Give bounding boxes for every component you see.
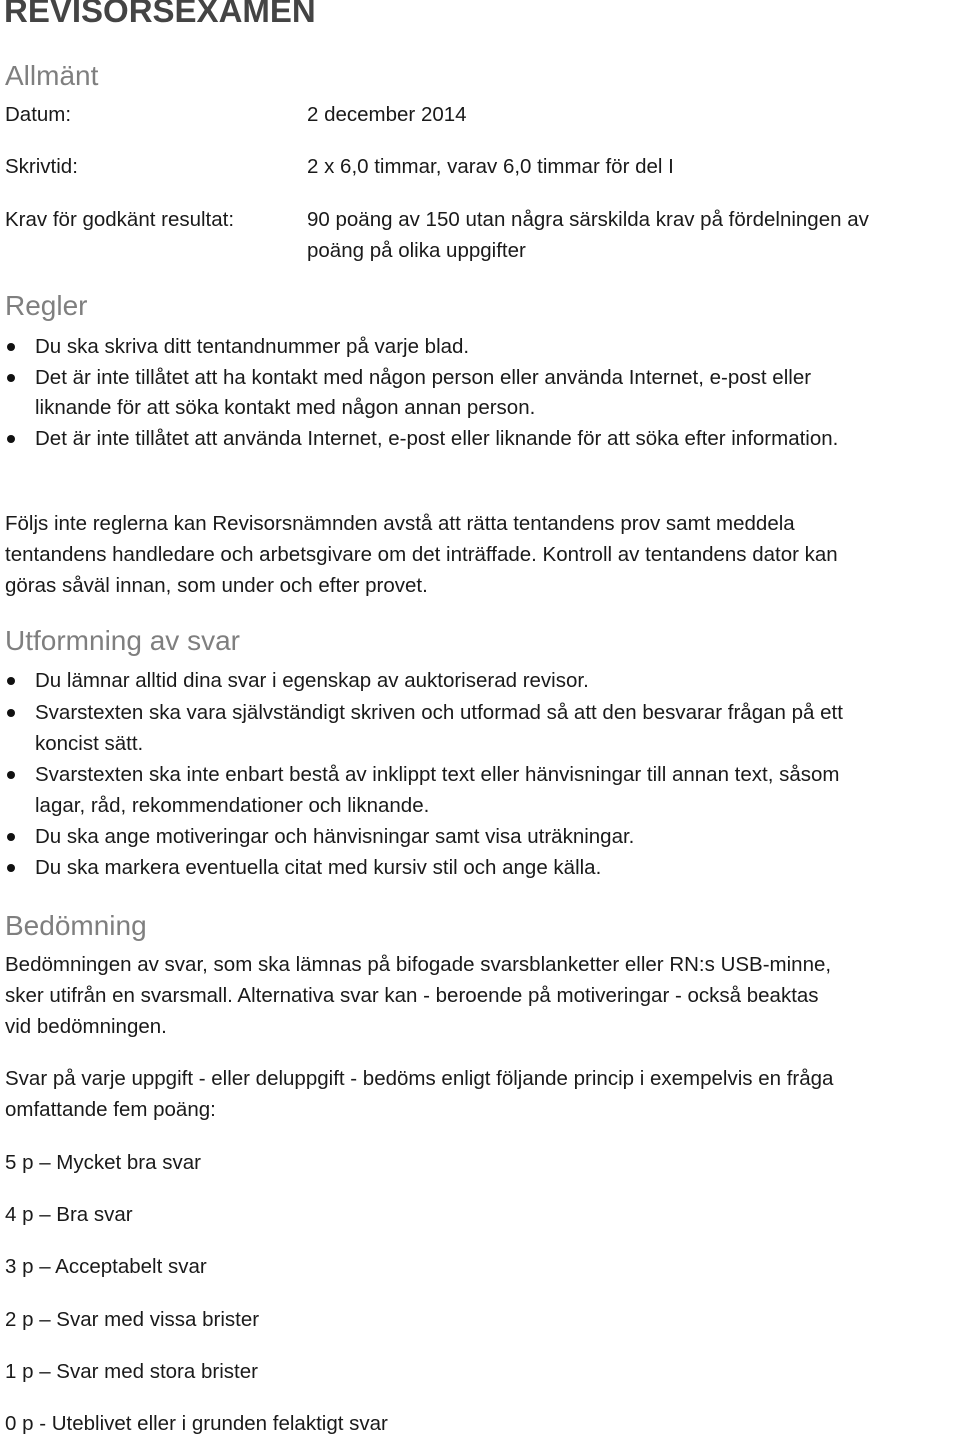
utformning-bullet-3-line1: Svarstexten ska inte enbart bestå av inklippt text eller hänvisningar till annan text, såsom: [35, 763, 840, 786]
skrivtid-label: Skrivtid:: [5, 155, 78, 178]
utformning-bullet-3-line2: lagar, råd, rekommendationer och liknande.: [35, 794, 430, 817]
scale-item-4p: 4 p – Bra svar: [5, 1203, 133, 1226]
bullet-icon: [7, 435, 15, 443]
bullet-icon: [7, 833, 15, 841]
scale-item-2p: 2 p – Svar med vissa brister: [5, 1308, 260, 1331]
krav-value-line1: 90 poäng av 150 utan några särskilda krav på fördelningen av: [307, 208, 869, 231]
skrivtid-value: 2 x 6,0 timmar, varav 6,0 timmar för del I: [307, 155, 674, 178]
bedomning-p1-line3: vid bedömningen.: [5, 1015, 167, 1038]
bullet-icon: [7, 771, 15, 779]
regler-paragraph-line1: Följs inte reglerna kan Revisorsnämnden avstå att rätta tentandens prov samt meddela: [5, 512, 795, 535]
regler-bullet-1: Du ska skriva ditt tentandnummer på varje blad.: [35, 335, 470, 358]
page-title: REVISORSEXAMEN: [4, 0, 316, 29]
scale-item-3p: 3 p – Acceptabelt svar: [5, 1255, 207, 1278]
scale-item-1p: 1 p – Svar med stora brister: [5, 1360, 258, 1383]
regler-bullet-3: Det är inte tillåtet att använda Internet, e-post eller liknande för att söka efter information.: [35, 427, 839, 450]
utformning-bullet-4: Du ska ange motiveringar och hänvisningar samt visa uträkningar.: [35, 825, 635, 848]
utformning-bullet-5: Du ska markera eventuella citat med kursiv stil och ange källa.: [35, 856, 602, 879]
utformning-bullet-2-line1: Svarstexten ska vara självständigt skriven och utformad så att den besvarar frågan på ett: [35, 701, 843, 724]
utformning-bullet-2-line2: koncist sätt.: [35, 732, 144, 755]
bedomning-p1-line1: Bedömningen av svar, som ska lämnas på bifogade svarsblanketter eller RN:s USB-minne,: [5, 953, 832, 976]
scale-item-0p: 0 p - Uteblivet eller i grunden felaktigt svar: [5, 1412, 388, 1435]
section-heading-utformning: Utformning av svar: [5, 625, 240, 656]
scale-item-5p: 5 p – Mycket bra svar: [5, 1151, 201, 1174]
datum-value: 2 december 2014: [307, 103, 467, 126]
bullet-icon: [7, 864, 15, 872]
datum-label: Datum:: [5, 103, 72, 126]
bedomning-p1-line2: sker utifrån en svarsmall. Alternativa svar kan - beroende på motiveringar - också beaktas: [5, 984, 819, 1007]
krav-label: Krav för godkänt resultat:: [5, 208, 235, 231]
bedomning-p2-line2: omfattande fem poäng:: [5, 1098, 216, 1121]
section-heading-regler: Regler: [5, 290, 88, 321]
section-heading-allmant: Allmänt: [5, 60, 99, 91]
bullet-icon: [7, 677, 15, 685]
regler-bullet-2-line2: liknande för att söka kontakt med någon annan person.: [35, 396, 536, 419]
bullet-icon: [7, 709, 15, 717]
krav-value-line2: poäng på olika uppgifter: [307, 239, 526, 262]
bullet-icon: [7, 374, 15, 382]
regler-paragraph-line3: göras såväl innan, som under och efter provet.: [5, 574, 428, 597]
section-heading-bedomning: Bedömning: [5, 910, 147, 941]
bullet-icon: [7, 343, 15, 351]
utformning-bullet-1: Du lämnar alltid dina svar i egenskap av auktoriserad revisor.: [35, 669, 589, 692]
regler-paragraph-line2: tentandens handledare och arbetsgivare om det inträffade. Kontroll av tentandens dator kan: [5, 543, 838, 566]
bedomning-p2-line1: Svar på varje uppgift - eller deluppgift - bedöms enligt följande princip i exempelvis en fråga: [5, 1067, 834, 1090]
regler-bullet-2-line1: Det är inte tillåtet att ha kontakt med någon person eller använda Internet, e-post eller: [35, 366, 812, 389]
